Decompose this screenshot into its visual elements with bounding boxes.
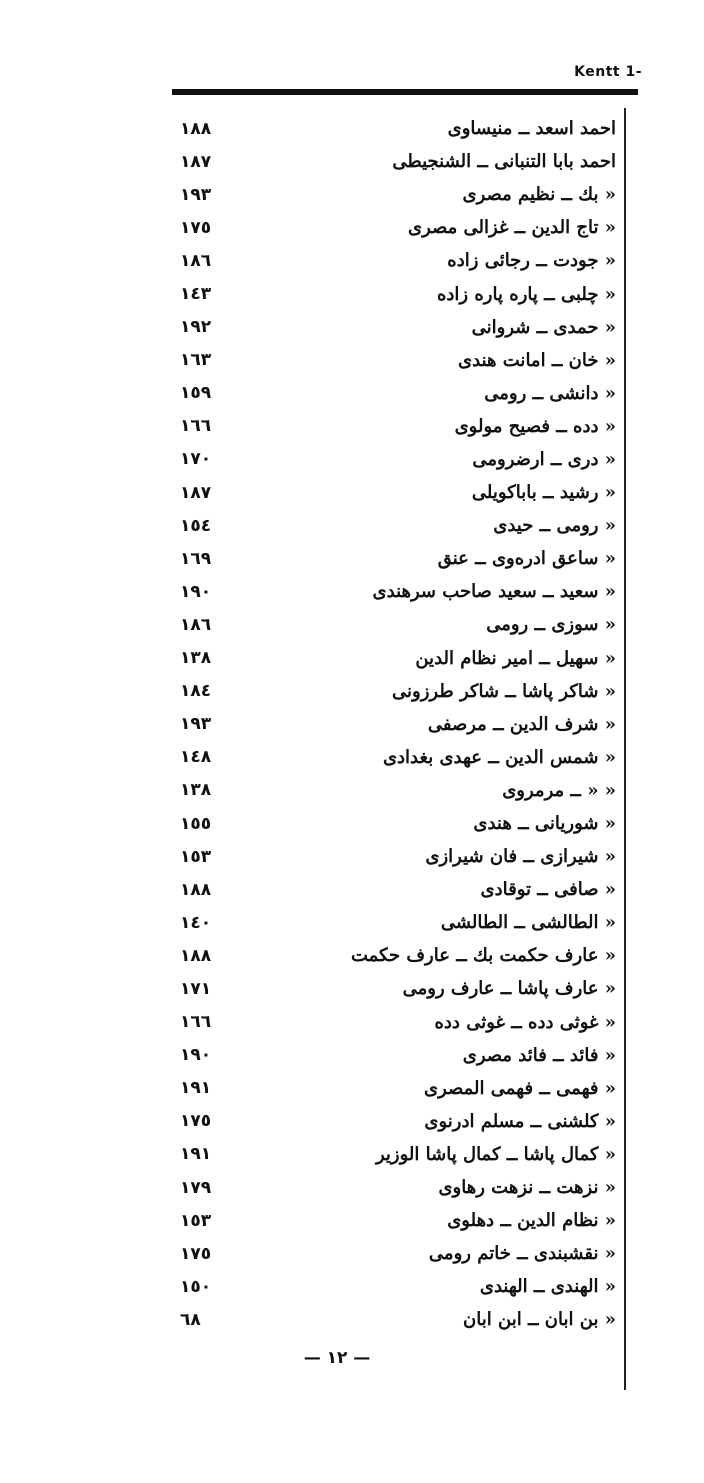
entry-name: « خان ــ امانت هندی	[458, 349, 616, 371]
entry-page-number: ١٤٠	[180, 912, 212, 933]
index-entry	[180, 1204, 616, 1237]
entry-name: « دری ــ ارضرومی	[472, 448, 616, 470]
entry-page-number: ١٨٤	[180, 681, 212, 702]
entry-name: « غوثی دده ــ غوثی دده	[434, 1011, 616, 1033]
entry-name: « الهندی ــ الهندی	[479, 1276, 616, 1298]
index-list	[180, 112, 616, 1336]
entry-page-number: ١٩١	[180, 1144, 212, 1165]
index-entry	[180, 377, 616, 410]
entry-name: « حمدی ــ شروانی	[471, 316, 616, 338]
entry-page-number: ١٥٠	[180, 1276, 212, 1297]
margin-rule	[624, 108, 626, 1390]
index-entry	[180, 1138, 616, 1171]
entry-page-number: ١٨٨	[180, 945, 212, 966]
entry-page-number: ٦٨	[180, 1309, 201, 1330]
entry-page-number: ١٨٨	[180, 118, 212, 139]
index-entry	[180, 178, 616, 211]
index-entry	[180, 906, 616, 939]
entry-page-number: ١٧١	[180, 978, 212, 999]
entry-name: « فهمی ــ فهمی المصری	[423, 1077, 616, 1099]
entry-page-number: ١٤٣	[180, 284, 212, 305]
index-entry	[180, 542, 616, 575]
entry-name: « سوزی ــ رومی	[486, 614, 616, 636]
header-code: Kentt 1-	[574, 64, 642, 80]
index-entry	[180, 1171, 616, 1204]
index-entry	[180, 873, 616, 906]
index-entry	[180, 807, 616, 840]
index-entry	[180, 1270, 616, 1303]
entry-name: « نزهت ــ نزهت رهاوی	[438, 1177, 616, 1199]
index-entry	[180, 939, 616, 972]
entry-page-number: ١٧٥	[180, 1111, 212, 1132]
entry-page-number: ١٨٦	[180, 250, 212, 271]
entry-page-number: ١٦٦	[180, 1012, 212, 1033]
entry-page-number: ١٧٥	[180, 217, 212, 238]
entry-name: « شرف الدین ــ مرصفی	[427, 713, 616, 735]
entry-page-number: ١٨٨	[180, 879, 212, 900]
entry-name: « صافی ــ توقادی	[480, 879, 616, 901]
entry-name: « رومی ــ حیدی	[493, 515, 616, 537]
entry-name: « نظام الدین ــ دهلوی	[447, 1210, 616, 1232]
entry-page-number: ١٥٩	[180, 383, 212, 404]
index-entry	[180, 410, 616, 443]
page-number: — ١٢ —	[303, 1348, 371, 1368]
entry-page-number: ١٩٣	[180, 184, 212, 205]
index-entry	[180, 145, 616, 178]
entry-name: « شیرازی ــ فان شیرازی	[425, 846, 616, 868]
index-entry	[180, 1006, 616, 1039]
index-entry	[180, 1039, 616, 1072]
entry-name: « عارف پاشا ــ عارف رومی	[402, 978, 616, 1000]
entry-page-number: ١٥٤	[180, 515, 212, 536]
entry-name: « شاکر پاشا ــ شاکر طرزونی	[392, 680, 616, 702]
entry-page-number: ١٩٣	[180, 714, 212, 735]
entry-page-number: ١٧٩	[180, 1177, 212, 1198]
entry-name: « شوریانی ــ هندی	[473, 813, 616, 835]
entry-name: « بن ابان ــ ابن ابان	[463, 1309, 616, 1331]
entry-page-number: ١٨٦	[180, 614, 212, 635]
index-entry	[180, 675, 616, 708]
entry-page-number: ١٣٨	[180, 780, 212, 801]
index-entry	[180, 608, 616, 641]
index-entry	[180, 708, 616, 741]
entry-page-number: ١٦٣	[180, 350, 212, 371]
index-entry	[180, 277, 616, 310]
header-rule	[172, 89, 638, 95]
entry-page-number: ١٥٥	[180, 813, 212, 834]
index-entry	[180, 1237, 616, 1270]
index-entry	[180, 311, 616, 344]
index-entry	[180, 509, 616, 542]
entry-name: « کمال پاشا ــ کمال پاشا الوزیر	[375, 1143, 616, 1165]
index-entry	[180, 1072, 616, 1105]
entry-name: « عارف حکمت بك ــ عارف حکمت	[350, 945, 616, 967]
entry-page-number: ١٩٠	[180, 581, 212, 602]
entry-name: « ساعق ادرەوی ــ عنق	[437, 548, 616, 570]
entry-page-number: ١٩٠	[180, 1045, 212, 1066]
entry-page-number: ١٣٨	[180, 648, 212, 669]
index-entry	[180, 1303, 616, 1336]
entry-name: احمد اسعد ــ منیساوی	[447, 118, 616, 140]
entry-name: « نقشبندی ــ خاتم رومی	[428, 1243, 616, 1265]
entry-name: « دده ــ فصیح مولوی	[454, 415, 616, 437]
entry-name: « فائد ــ فائد مصری	[462, 1044, 616, 1066]
index-entry	[180, 840, 616, 873]
entry-name: « دانشی ــ رومی	[484, 382, 616, 404]
entry-page-number: ١٥٣	[180, 846, 212, 867]
index-entry	[180, 476, 616, 509]
entry-name: « شمس الدین ــ عهدی بغدادی	[382, 746, 616, 768]
index-entry	[180, 774, 616, 807]
entry-name: « تاج الدین ــ غزالی مصری	[408, 217, 616, 239]
index-entry	[180, 972, 616, 1005]
index-entry	[180, 211, 616, 244]
entry-name: « الطالشی ــ الطالشی	[440, 912, 616, 934]
entry-page-number: ١٨٧	[180, 482, 212, 503]
entry-name: « رشید ــ باباکویلی	[471, 482, 616, 504]
entry-name: « سعید ــ سعید صاحب سرهندی	[372, 581, 616, 603]
index-entry	[180, 244, 616, 277]
entry-name: « بك ــ نظیم مصری	[462, 184, 616, 206]
index-entry	[180, 575, 616, 608]
entry-page-number: ١٩١	[180, 1078, 212, 1099]
index-entry	[180, 642, 616, 675]
entry-name: « سهیل ــ امیر نظام الدین	[415, 647, 616, 669]
entry-name: « کلشنی ــ مسلم ادرنوی	[424, 1110, 616, 1132]
index-entry	[180, 344, 616, 377]
index-entry	[180, 1105, 616, 1138]
entry-page-number: ١٧٠	[180, 449, 212, 470]
entry-page-number: ١٨٧	[180, 151, 212, 172]
index-entry	[180, 443, 616, 476]
index-entry	[180, 112, 616, 145]
entry-name: « چلبی ــ پاره پاره زاده	[436, 283, 616, 305]
entry-name: « « ــ مرمروی	[502, 779, 616, 801]
entry-page-number: ١٧٥	[180, 1243, 212, 1264]
entry-name: احمد بابا التنبانی ــ الشنجیطی	[392, 151, 616, 173]
entry-page-number: ١٤٨	[180, 747, 212, 768]
entry-name: « جودت ــ رجائی زاده	[447, 250, 616, 272]
entry-page-number: ١٦٩	[180, 548, 212, 569]
index-entry	[180, 741, 616, 774]
entry-page-number: ١٥٣	[180, 1210, 212, 1231]
entry-page-number: ١٦٦	[180, 416, 212, 437]
entry-page-number: ١٩٢	[180, 317, 212, 338]
